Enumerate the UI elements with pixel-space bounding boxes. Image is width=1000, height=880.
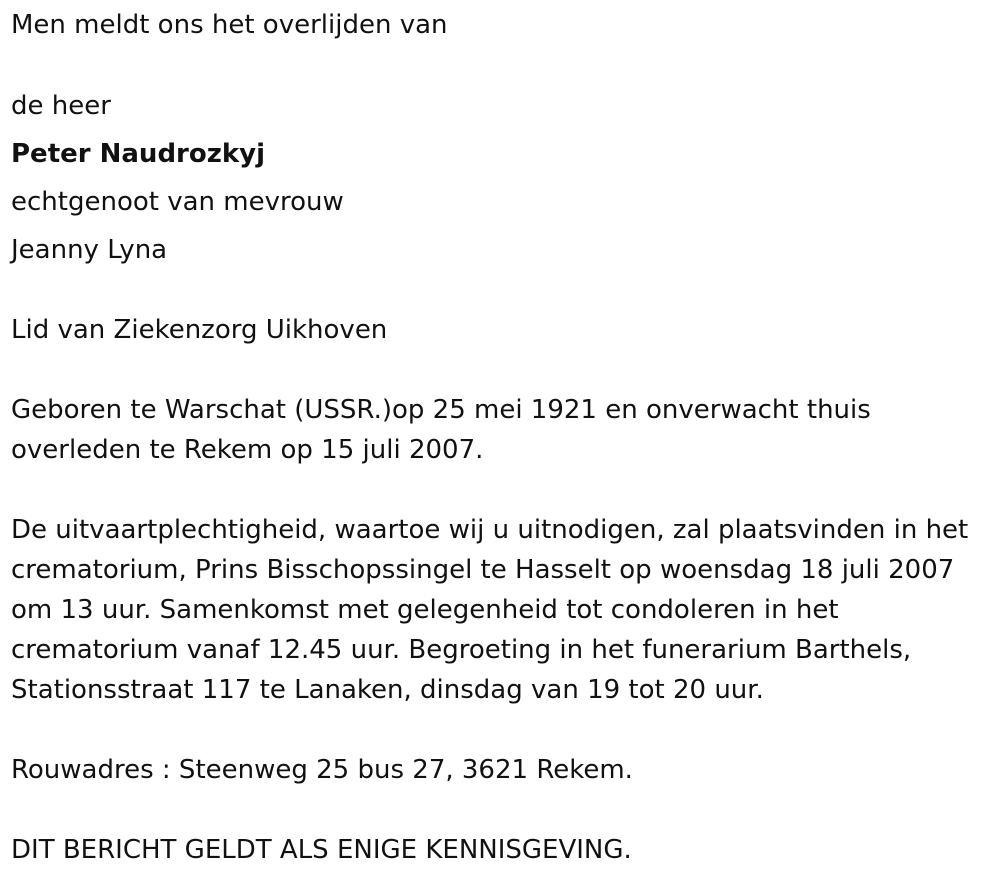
address-text: Rouwadres : Steenweg 25 bus 27, 3621 Rekem.	[11, 755, 633, 785]
ceremony-line: Stationsstraat 117 te Lanaken, dinsdag van 19 tot 20 uur.	[11, 675, 764, 705]
birth-death-paragraph	[11, 390, 996, 470]
birth-death-line: overleden te Rekem op 15 juli 2007.	[11, 435, 484, 465]
birth-death-line: Geboren te Warschat (USSR.)op 25 mei 1921 en onverwacht thuis	[11, 395, 871, 425]
ceremony-paragraph	[11, 510, 996, 710]
notice-text: DIT BERICHT GELDT ALS ENIGE KENNISGEVING.	[11, 835, 632, 865]
intro-text: Men meldt ons het overlijden van	[11, 10, 448, 40]
ceremony-line: crematorium, Prins Bisschopssingel te Hasselt op woensdag 18 juli 2007	[11, 555, 955, 585]
ceremony-line: crematorium vanaf 12.45 uur. Begroeting in het funerarium Barthels,	[11, 635, 912, 665]
deceased-name: Peter Naudrozkyj	[11, 139, 266, 169]
membership-text: Lid van Ziekenzorg Uikhoven	[11, 315, 388, 345]
title-line: de heer	[11, 91, 111, 121]
spouse-label: echtgenoot van mevrouw	[11, 187, 344, 217]
spouse-name: Jeanny Lyna	[11, 235, 168, 265]
ceremony-line: De uitvaartplechtigheid, waartoe wij u uitnodigen, zal plaatsvinden in het	[11, 515, 969, 545]
ceremony-line: om 13 uur. Samenkomst met gelegenheid tot condoleren in het	[11, 595, 839, 625]
